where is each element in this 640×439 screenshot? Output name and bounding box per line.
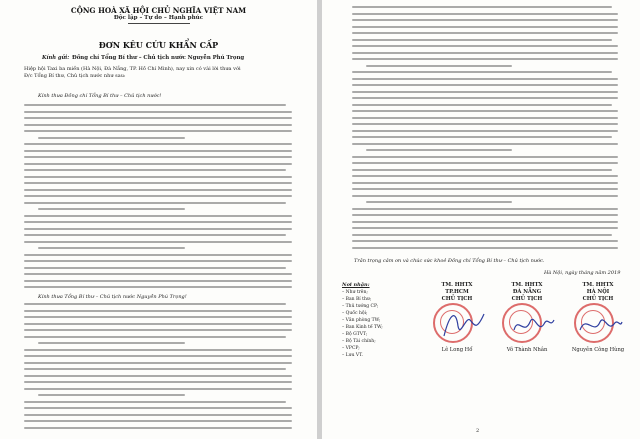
signature [510,306,556,342]
text-line [352,32,618,34]
recipients-title: Nơi nhận: [342,282,370,288]
text-line [352,208,618,210]
text-line [24,260,292,262]
text-line [352,91,618,93]
text-line [352,240,618,242]
text-line [24,349,292,351]
text-line [24,104,286,106]
recipient-item: – Ban Kinh tế TW; [342,325,383,330]
text-line [24,234,286,236]
text-line [352,162,618,164]
text-line [38,342,185,344]
text-line [24,241,292,243]
text-line [24,195,292,197]
text-line [352,123,618,125]
text-line [352,130,618,132]
recipient-item: – Bộ Tài chính; [342,339,376,344]
page-number: 2 [476,428,480,434]
motto: Độc lập – Tự do – Hạnh phúc [113,15,204,21]
signer-city: TP.HCM [445,289,469,295]
document-page-1 [0,0,317,439]
nation-title: CỘNG HOÀ XÃ HỘI CHỦ NGHĨA VIỆT NAM [70,6,247,15]
signer-city: HÀ NỘI [586,289,610,295]
text-line [352,175,618,177]
recipient-item: – VPCP; [342,346,360,351]
recipient-item: – Bộ GTVT; [342,332,368,337]
text-line [352,71,612,73]
to-label: Kính gửi: [42,55,70,61]
text-line [352,214,618,216]
signer-name: Lê Long Hổ [441,347,473,353]
text-line [352,58,618,60]
text-line [352,26,618,28]
text-line [24,189,292,191]
text-line [24,228,292,230]
text-line [366,149,512,151]
text-line [352,117,618,119]
text-line [38,137,185,139]
text-line [352,169,612,171]
text-line [352,84,618,86]
closing: Trân trọng cảm ơn và chúc sức khoẻ Đồng chí Tổng Bí thư – Chủ tịch nước. [354,258,545,264]
signer-org: TM. HHTX [441,282,473,288]
text-line [24,143,292,145]
text-line [352,247,618,249]
association-line: Hiệp hội Taxi ba miền (Hà Nội, Đà Nẵng, TP. Hồ Chí Minh), nay xin có vài lời thưa với [24,66,241,72]
motto-underline [128,23,190,24]
signer-name: Nguyễn Công Hùng [571,347,625,353]
text-line [24,355,292,357]
signer-org: TM. HHTX [511,282,543,288]
text-line [24,375,292,377]
text-line [24,329,292,331]
document-title: ĐƠN KÊU CỨU KHẨN CẤP [98,40,219,50]
text-line [24,401,286,403]
text-line [24,368,286,370]
text-line [24,221,292,223]
text-line [24,267,286,269]
recipient-item: – Thủ tướng CP; [342,304,379,309]
to-value: Đồng chí Tổng Bí thư – Chủ tịch nước Nguyễn Phú Trọng [72,55,245,61]
text-line [352,6,612,8]
signature [578,310,624,340]
text-line [38,247,185,249]
recipient-item: – Lưu VT. [342,353,363,358]
text-line [352,136,612,138]
text-line [352,156,618,158]
text-line [24,323,292,325]
text-line [24,303,286,305]
recipient-item: – Quốc hội; [342,311,368,316]
text-line [24,336,286,338]
text-line [24,407,292,409]
signer-org: TM. HHTX [582,282,614,288]
text-line [352,13,618,15]
address-line: Đ/c Tổng Bí thư, Chủ tịch nước như sau: [24,73,126,79]
text-line [352,78,618,80]
signer-role: CHỦ TỊCH [511,296,543,302]
text-line [24,310,292,312]
greeting: Kính thưa Đồng chí Tổng Bí thư – Chủ tịch nước! [38,93,162,99]
text-line [24,215,292,217]
signer-name: Võ Thành Nhân [506,347,548,353]
signer-role: CHỦ TỊCH [441,296,473,302]
text-line [24,381,292,383]
text-line [24,427,292,429]
text-line [352,104,612,106]
signer-role: CHỦ TỊCH [582,296,614,302]
text-line [24,254,292,256]
text-line [24,362,292,364]
text-line [352,39,612,41]
signer-city: ĐÀ NẴNG [512,289,542,295]
text-line [352,143,618,145]
text-line [352,195,618,197]
text-line [24,150,292,152]
text-line [352,182,618,184]
text-line [24,388,292,390]
text-line [24,111,292,113]
text-line [38,208,185,210]
text-line [366,201,512,203]
text-line [24,176,292,178]
text-line [24,286,292,288]
greeting-2: Kính thưa Tổng Bí thư – Chủ tịch nước Nguyễn Phú Trọng! [38,294,187,300]
text-line [24,182,292,184]
text-line [352,19,618,21]
text-line [24,273,292,275]
text-line [352,97,618,99]
text-line [24,202,286,204]
text-line [24,169,286,171]
text-line [24,280,292,282]
signature [440,306,486,342]
text-line [352,52,618,54]
text-line [24,414,292,416]
text-line [352,188,618,190]
text-line [24,316,292,318]
recipient-item: – Như trên; [342,290,368,295]
text-line [24,420,292,422]
date: Hà Nội, ngày tháng năm 2019 [544,270,621,276]
text-line [352,45,618,47]
text-line [24,163,292,165]
text-line [24,156,292,158]
text-line [38,394,185,396]
text-line [24,130,292,132]
text-line [352,234,612,236]
text-line [366,65,512,67]
recipient-item: – Ban Bí thư; [342,297,372,302]
document-page-2 [322,0,640,439]
text-line [352,227,618,229]
text-line [352,110,618,112]
recipient-item: – Văn phòng TW; [342,318,381,323]
text-line [352,221,618,223]
text-line [24,117,292,119]
text-line [24,124,292,126]
